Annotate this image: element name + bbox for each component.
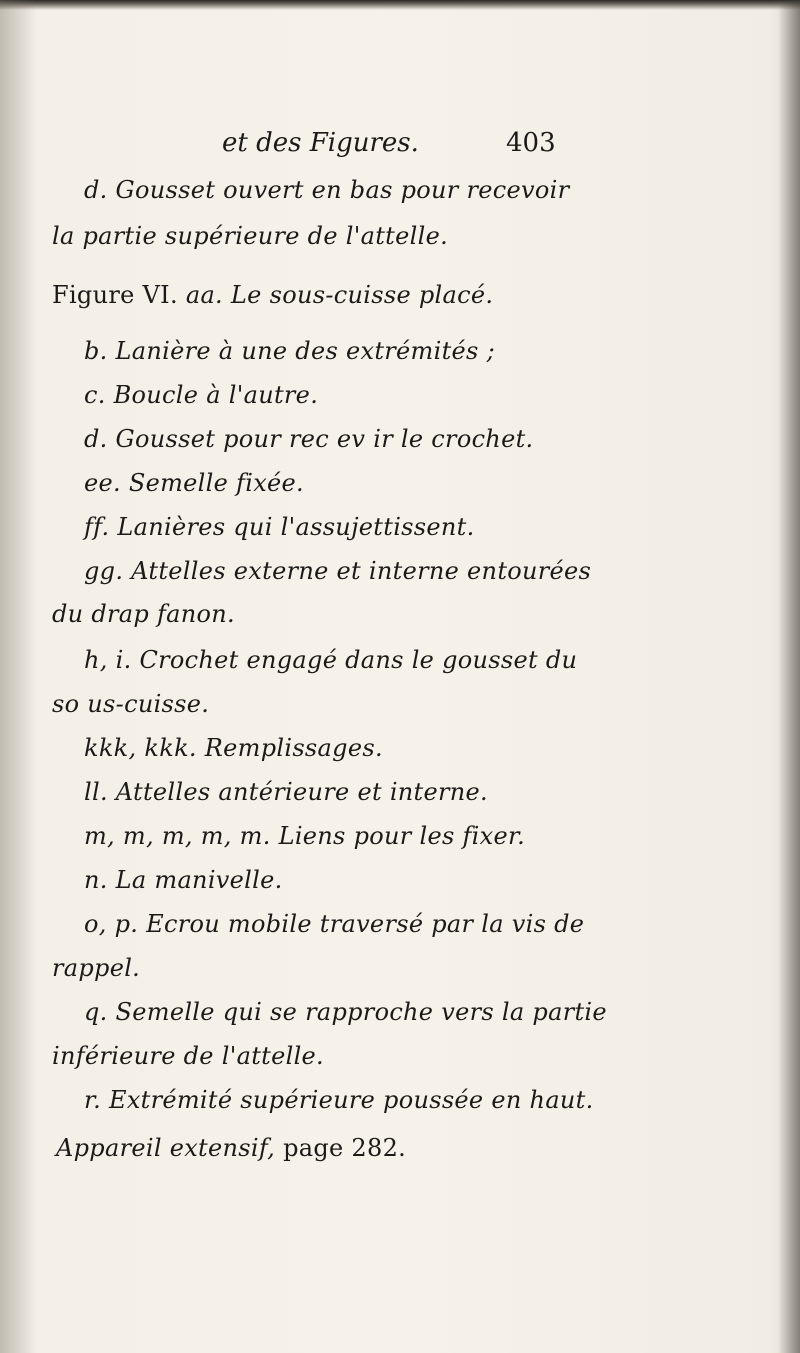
page-reference: page 282. (283, 1134, 407, 1162)
header-title: et des Figures. (222, 128, 419, 158)
text-line: m, m, m, m, m. Liens pour les fixer. (84, 822, 526, 850)
text-line: r. Extrémité supérieure poussée en haut. (84, 1086, 594, 1114)
text-line: c. Boucle à l'autre. (84, 381, 319, 409)
text-line: ee. Semelle fixée. (84, 469, 304, 497)
figure-label: Figure VI. (52, 281, 178, 309)
text-line: kkk, kkk. Remplissages. (84, 734, 383, 762)
text-line: d. Gousset pour rec ev ir le crochet. (84, 425, 534, 453)
text-line: n. La manivelle. (84, 866, 283, 894)
text-line: d. Gousset ouvert en bas pour recevoir (84, 176, 570, 204)
text-line: b. Lanière à une des extrémités ; (84, 337, 495, 365)
text-line: so us-cuisse. (52, 690, 210, 718)
page-reference-label: Appareil extensif, (56, 1134, 276, 1162)
page-number: 403 (506, 128, 556, 158)
text-line: q. Semelle qui se rapproche vers la partie (84, 998, 607, 1026)
text-line: du drap fanon. (52, 600, 235, 628)
figure-caption (52, 281, 493, 309)
text-line: gg. Attelles externe et interne entourées (84, 557, 592, 585)
text-line: ff. Lanières qui l'assujettissent. (84, 513, 475, 541)
page-left-edge (0, 0, 36, 1353)
text-line: inférieure de l'attelle. (52, 1042, 324, 1070)
text-line: o, p. Ecrou mobile traversé par la vis de (84, 910, 585, 938)
text-line: la partie supérieure de l'attelle. (52, 222, 449, 250)
page-reference-line (56, 1134, 406, 1162)
figure-caption-text: aa. Le sous-cuisse placé. (185, 281, 494, 309)
running-header (222, 128, 622, 168)
text-line: ll. Attelles antérieure et interne. (84, 778, 488, 806)
page-right-edge (778, 0, 800, 1353)
page-top-edge (0, 0, 800, 10)
text-line: rappel. (52, 954, 141, 982)
text-line: h, i. Crochet engagé dans le gousset du (84, 646, 578, 674)
